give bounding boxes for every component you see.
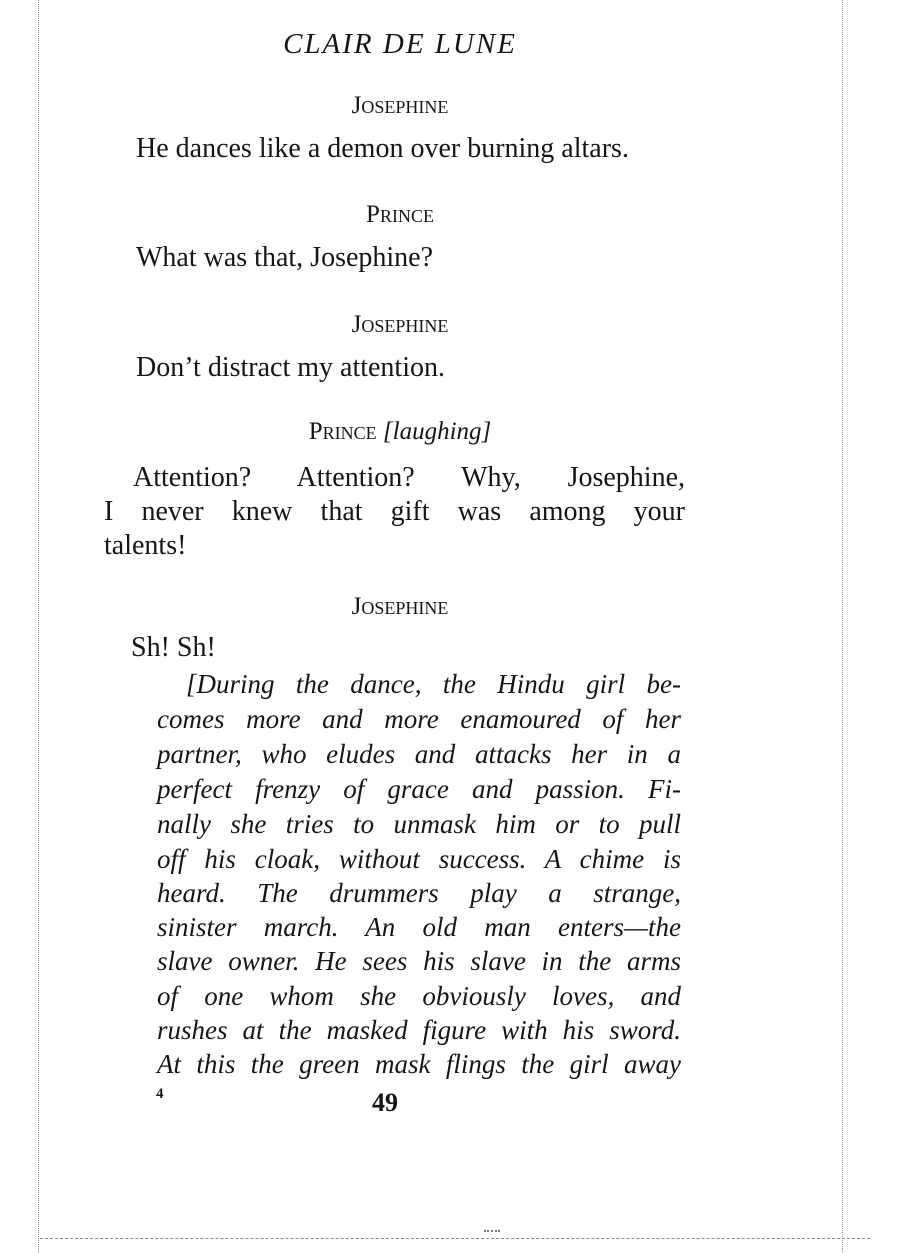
- stage-line: heard. The drummers play a strange,: [157, 878, 681, 908]
- scan-artifact: [484, 1230, 500, 1240]
- speaker-josephine-1: Josephine: [351, 92, 449, 119]
- stage-line: nally she tries to unmask him or to pull: [157, 809, 681, 839]
- line-4c: talents!: [104, 530, 187, 561]
- speaker-name: Prince: [308, 418, 377, 445]
- stage-line: sinister march. An old man enters—the: [157, 912, 681, 942]
- line-4b: I never knew that gift was among your: [104, 496, 685, 527]
- line-4a: Attention? Attention? Why, Josephine,: [133, 462, 685, 493]
- speaker-josephine-2: Josephine: [351, 311, 449, 338]
- speaker-direction: [laughing]: [382, 418, 492, 445]
- running-head: CLAIR DE LUNE: [283, 28, 517, 60]
- left-page-edge: [38, 0, 39, 1253]
- speaker-prince-1: Prince: [366, 201, 434, 228]
- stage-line: slave owner. He sees his slave in the arms: [157, 946, 681, 976]
- line-2: What was that, Josephine?: [136, 242, 434, 273]
- right-page-edge: [842, 0, 843, 1253]
- stage-line: comes more and more enamoured of her: [157, 704, 681, 734]
- signature-mark: 4: [156, 1086, 164, 1102]
- stage-line: of one whom she obviously loves, and: [157, 981, 681, 1011]
- page-number: 49: [372, 1088, 398, 1117]
- bottom-page-edge: [40, 1238, 870, 1239]
- stage-line: rushes at the masked figure with his sword.: [157, 1015, 681, 1045]
- stage-line: At this the green mask flings the girl away: [157, 1049, 681, 1079]
- stage-line: [During the dance, the Hindu girl be-: [186, 669, 681, 699]
- line-1: He dances like a demon over burning altars.: [136, 133, 629, 164]
- speaker-prince-2: [0, 418, 800, 446]
- stage-line: off his cloak, without success. A chime is: [157, 844, 681, 874]
- speaker-josephine-3: Josephine: [351, 593, 449, 620]
- stage-line: partner, who eludes and attacks her in a: [157, 739, 681, 769]
- line-5: Sh! Sh!: [131, 632, 216, 663]
- line-3: Don’t distract my attention.: [136, 352, 445, 383]
- stage-line: perfect frenzy of grace and passion. Fi-: [157, 774, 681, 804]
